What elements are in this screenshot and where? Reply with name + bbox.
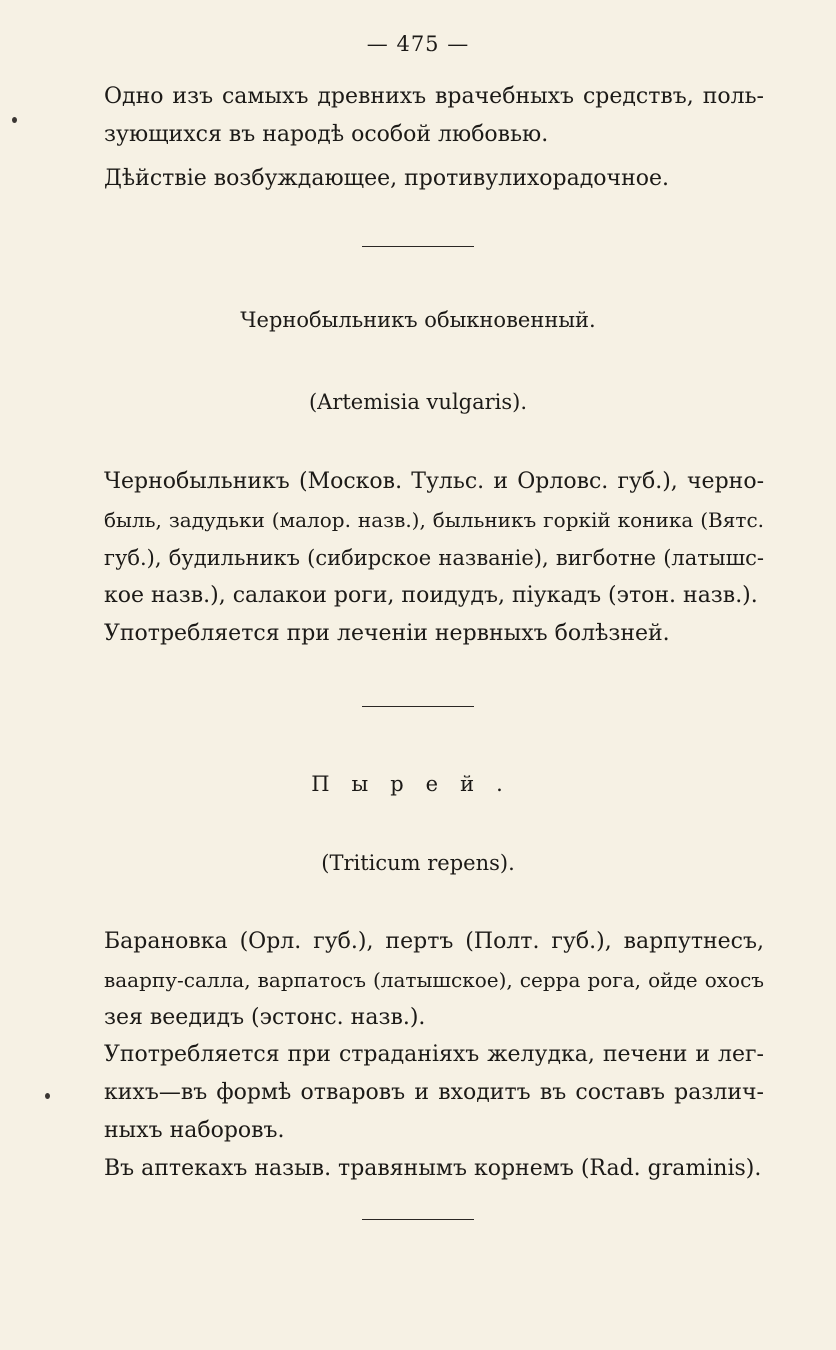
text-line: кихъ—въ формѣ отваровъ и входитъ въ составъ различ-	[104, 1080, 764, 1105]
ink-speck	[12, 117, 17, 123]
text-line: Дѣйствіе возбуждающее, противулихорадочное.	[104, 166, 669, 191]
text-line: зующихся въ народѣ особой любовью.	[104, 122, 549, 147]
text-line: зея веедидъ (эстонс. назв.).	[104, 1005, 426, 1030]
entry-title-triticum: Пырей.	[311, 772, 525, 796]
page-number: — 475 —	[366, 32, 470, 56]
text-line: Барановка (Орл. губ.), пертъ (Полт. губ.), варпутнесъ,	[104, 929, 764, 954]
text-line: кое назв.), салакои роги, поидудъ, піукадъ (этон. назв.).	[104, 583, 758, 608]
text-line: Въ аптекахъ назыв. травянымъ корнемъ (Rad. graminis).	[104, 1156, 762, 1181]
intro-paragraph	[104, 78, 764, 154]
entry-latin-name-artemisia: (Artemisia vulgaris).	[308, 390, 528, 414]
text-line: Употребляется при страданіяхъ желудка, печени и лег-	[104, 1042, 764, 1067]
pharmacy-paragraph-triticum	[104, 1150, 764, 1188]
ink-speck	[45, 1093, 50, 1099]
text-line: Употребляется при леченіи нервныхъ болѣзней.	[104, 621, 670, 646]
section-divider	[362, 706, 474, 707]
entry-title-artemisia: Чернобыльникъ обыкновенный.	[240, 308, 596, 332]
action-paragraph	[104, 160, 764, 198]
names-paragraph-triticum	[104, 923, 764, 1037]
names-paragraph-artemisia	[104, 463, 764, 615]
text-line: губ.), будильникъ (сибирское названіе), вигботне (латышс-	[104, 546, 764, 570]
section-divider	[362, 1219, 474, 1220]
text-line: Чернобыльникъ (Москов. Тульс. и Орловс. губ.), черно-	[104, 469, 764, 494]
use-paragraph-artemisia	[104, 615, 764, 653]
text-line: быль, задудьки (малор. назв.), быльникъ горкій коника (Вятс.	[104, 508, 764, 532]
use-paragraph-triticum	[104, 1036, 764, 1150]
text-line: ваарпу-салла, варпатосъ (латышское), серра рога, ойде охосъ	[104, 968, 764, 992]
entry-latin-name-triticum: (Triticum repens).	[321, 851, 515, 875]
text-line: Одно изъ самыхъ древнихъ врачебныхъ средствъ, поль-	[104, 84, 764, 109]
text-line: ныхъ наборовъ.	[104, 1118, 285, 1143]
section-divider	[362, 246, 474, 247]
